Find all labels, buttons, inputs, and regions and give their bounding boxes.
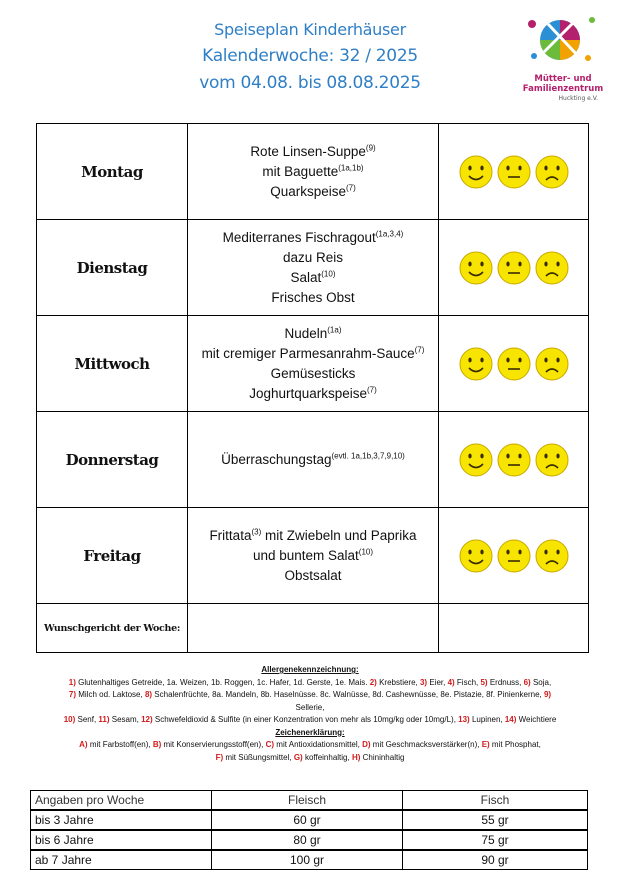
meal-description — [188, 124, 439, 220]
meal-line: Joghurtquarkspeise$^{(7)}$ — [249, 385, 377, 401]
meal-description — [188, 412, 439, 508]
menu-row-freitag — [37, 508, 589, 604]
legend-text: Chininhaltig — [360, 752, 405, 762]
legend-line — [30, 677, 590, 690]
legend-text: Glutenhaltiges Getreide, 1a. Weizen, 1b. Roggen, 1c. Hafer, 1d. Gerste, 1e. Mais. — [75, 677, 370, 687]
day-name: Dienstag — [37, 220, 188, 316]
legend-line — [30, 739, 590, 752]
legend-code: 9) — [543, 690, 552, 699]
legend-code: 12) — [141, 715, 153, 724]
legend-text: Senf, — [75, 715, 99, 724]
happy-face-icon[interactable] — [458, 154, 494, 190]
sad-face-icon[interactable] — [534, 538, 570, 574]
meal-description — [188, 316, 439, 412]
happy-face-icon[interactable] — [458, 346, 494, 382]
allergen-code: (3) — [251, 527, 262, 536]
portion-cell: bis 6 Jahre — [31, 830, 212, 850]
legend-text: Sellerie, — [295, 702, 325, 712]
legend-text: mit Phosphat, — [489, 740, 541, 749]
legend-code: 5) — [480, 677, 488, 687]
allergen-code: (7) — [367, 385, 377, 394]
sad-face-icon[interactable] — [534, 346, 570, 382]
allergen-code: (7) — [346, 183, 356, 192]
legend-line — [30, 752, 590, 765]
meal-line: Rote Linsen-Suppe$^{(9)}$ — [250, 143, 376, 159]
legend-text: Sesam, — [109, 715, 142, 724]
legend-code: F) — [215, 752, 224, 762]
allergen-code: (10) — [321, 269, 336, 278]
meal-description — [188, 220, 439, 316]
meal-line: und buntem Salat$^{(10)}$ — [252, 547, 374, 563]
meal-description — [188, 508, 439, 604]
menu-row-dienstag — [37, 220, 589, 316]
legend-code: 7) — [68, 690, 77, 699]
portion-cell: ab 7 Jahre — [31, 850, 212, 870]
portion-cell: 80 gr — [212, 830, 403, 850]
legend-code: A) — [79, 740, 88, 749]
rating-faces — [439, 316, 589, 412]
legend-code: 14) — [504, 715, 517, 724]
wish-label: Wunschgericht der Woche: — [37, 604, 188, 653]
wish-input-cell[interactable] — [188, 604, 439, 653]
legend-code: G) — [293, 752, 303, 762]
legend-text: Fisch, — [454, 677, 481, 687]
legend-text: mit Süßungsmittel, — [223, 752, 294, 762]
legend-code: 2) — [369, 677, 377, 687]
legend-code: B) — [152, 740, 162, 749]
portion-cell: bis 3 Jahre — [31, 810, 212, 830]
meal-line: mit cremiger Parmesanrahm-Sauce$^{(7)}$ — [201, 345, 425, 361]
meal-line: Nudeln$^{(1a)}$ — [284, 325, 342, 341]
symbol-list — [30, 739, 590, 764]
neutral-face-icon[interactable] — [496, 250, 532, 286]
menu-row-donnerstag — [37, 412, 589, 508]
day-name: Mittwoch — [37, 316, 188, 412]
legend-text: mit Konservierungsstoff(en), — [161, 740, 266, 749]
rating-faces — [439, 508, 589, 604]
sad-face-icon[interactable] — [534, 154, 570, 190]
portion-cell: Fisch — [403, 791, 588, 811]
neutral-face-icon[interactable] — [496, 154, 532, 190]
logo-icon — [518, 14, 608, 74]
legend-text: Schwefeldioxid & Sulfite (in einer Konzentration von mehr als 10mg/kg oder 10mg/L), — [152, 715, 459, 724]
portion-row — [31, 810, 588, 830]
rating-faces — [439, 412, 589, 508]
meal-line: Mediterranes Fischragout$^{(1a,3,4)}$ — [222, 229, 404, 245]
legend-line — [30, 689, 590, 702]
legend-text: Erdnuss, — [487, 677, 524, 687]
legend-code: 8) — [144, 690, 153, 699]
portion-row — [31, 830, 588, 850]
meal-line: Salat$^{(10)}$ — [290, 269, 336, 285]
page-title: Speiseplan Kinderhäuser — [214, 20, 406, 39]
legend-text: mit Antioxidationsmittel, — [274, 740, 363, 749]
legend-code: E) — [481, 740, 490, 749]
legend-code: 11) — [98, 715, 110, 724]
meal-line: Quarkspeise$^{(7)}$ — [270, 183, 356, 199]
legend-text: mit Geschmacksverstärker(n), — [370, 740, 482, 749]
legend-text: Soja, — [530, 677, 552, 687]
portion-header-row — [31, 791, 588, 811]
legend-code: 13) — [458, 715, 470, 724]
legend-line — [30, 714, 590, 727]
legend-code: 6) — [523, 677, 531, 687]
sad-face-icon[interactable] — [534, 442, 570, 478]
day-name: Freitag — [37, 508, 188, 604]
legend-text: Milch od. Laktose, — [76, 690, 145, 699]
portion-cell: 60 gr — [212, 810, 403, 830]
neutral-face-icon[interactable] — [496, 538, 532, 574]
allergen-title: Allergenekennzeichnung: — [261, 665, 359, 674]
portion-cell: Fleisch — [212, 791, 403, 811]
day-name: Montag — [37, 124, 188, 220]
date-range: vom 04.08. bis 08.08.2025 — [199, 73, 421, 93]
legend-code: 3) — [419, 677, 428, 687]
symbol-title: Zeichenerklärung: — [275, 727, 345, 737]
happy-face-icon[interactable] — [458, 442, 494, 478]
portion-row — [31, 850, 588, 870]
portion-cell: 75 gr — [403, 830, 588, 850]
rating-faces — [439, 124, 589, 220]
portion-table — [30, 790, 588, 870]
legend-code: 1) — [68, 677, 76, 687]
legend-code: 4) — [447, 677, 455, 687]
allergen-list — [30, 677, 590, 727]
legend-code: 10) — [63, 715, 76, 724]
legend-code: C) — [265, 740, 275, 749]
day-name: Donnerstag — [37, 412, 188, 508]
portion-cell: Angaben pro Woche — [31, 791, 212, 811]
weekly-menu-table — [36, 123, 589, 653]
wish-rating-cell[interactable] — [439, 604, 589, 653]
meal-line: Frittata$^{(3)}$ mit Zwiebeln und Paprika — [209, 527, 417, 543]
calendar-week: Kalenderwoche: 32 / 2025 — [202, 46, 418, 66]
allergen-code: (1a) — [327, 325, 342, 334]
sad-face-icon[interactable] — [534, 250, 570, 286]
allergen-code: (9) — [365, 143, 376, 152]
meal-line: Frisches Obst — [271, 289, 355, 305]
legend-text: Weichtiere — [516, 715, 557, 724]
wish-row — [37, 604, 589, 653]
meal-line: mit Baguette$^{(1a,1b)}$ — [262, 163, 364, 179]
menu-row-mittwoch — [37, 316, 589, 412]
legend-code: H) — [351, 752, 361, 762]
neutral-face-icon[interactable] — [496, 346, 532, 382]
meal-line: dazu Reis — [282, 249, 344, 265]
meal-line: Überraschungstag$^{(evtl. 1a,1b,3,7,9,10)}$ — [221, 451, 405, 467]
meal-line: Gemüsesticks — [270, 365, 356, 381]
legend-line — [30, 702, 590, 715]
legend-text: Krebstiere, — [376, 677, 420, 687]
legend-text: koffeinhaltig, — [302, 752, 352, 762]
rating-faces — [439, 220, 589, 316]
allergen-code: (7) — [414, 345, 425, 354]
allergen-code: (1a,3,4) — [375, 229, 404, 238]
legend-text: Eier, — [427, 677, 448, 687]
meal-line: Obstsalat — [284, 567, 342, 583]
organization-logo — [518, 14, 608, 114]
legend — [30, 664, 590, 764]
portion-cell: 100 gr — [212, 850, 403, 870]
happy-face-icon[interactable] — [458, 538, 494, 574]
organization-name: Mütter- und Familienzentrum Huckting e.V. — [522, 74, 604, 102]
legend-text: mit Farbstoff(en), — [87, 740, 153, 749]
happy-face-icon[interactable] — [458, 250, 494, 286]
menu-row-montag — [37, 124, 589, 220]
legend-text: Lupinen, — [469, 715, 505, 724]
allergen-code: (evtl. 1a,1b,3,7,9,10) — [331, 451, 405, 460]
allergen-code: (1a,1b) — [338, 163, 364, 172]
portion-cell: 55 gr — [403, 810, 588, 830]
neutral-face-icon[interactable] — [496, 442, 532, 478]
portion-cell: 90 gr — [403, 850, 588, 870]
legend-code: D) — [362, 740, 371, 749]
allergen-code: (10) — [358, 547, 374, 556]
legend-text: Schalenfrüchte, 8a. Mandeln, 8b. Haselnüsse. 8c. Walnüsse, 8d. Cashewnüsse, 8e. Pistazie, 8f. Pinienkerne, — [152, 690, 544, 699]
